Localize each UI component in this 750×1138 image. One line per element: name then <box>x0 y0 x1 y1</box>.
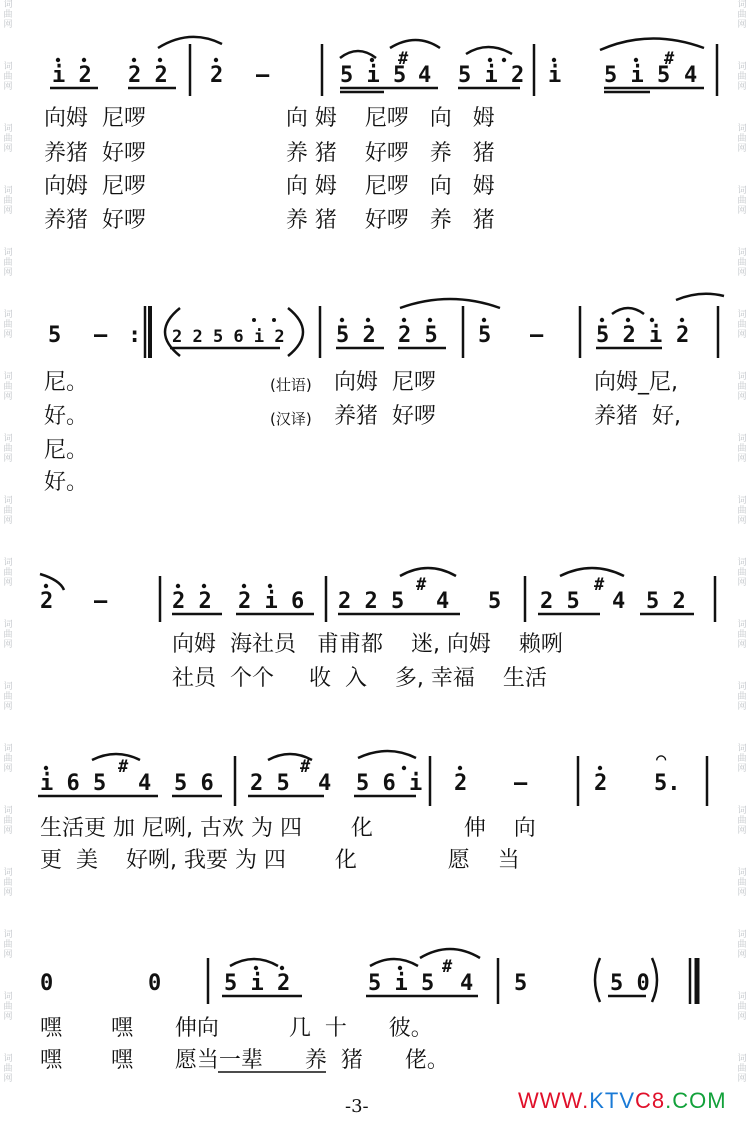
note: 0 <box>40 971 54 996</box>
side-watermark-text: 词 曲 网 <box>3 682 13 712</box>
note: 5 <box>514 971 528 996</box>
lyric-line: 生活更 加 尼咧, 古欢 为 四 化 伸 向 <box>40 816 536 841</box>
note: 5 i 2 <box>458 63 525 88</box>
note: 5 0 <box>610 971 650 996</box>
octave-dot <box>340 318 344 322</box>
octave-dot <box>158 58 162 62</box>
sharp: # <box>398 49 409 69</box>
octave-dot <box>44 584 48 588</box>
sharp: # <box>118 757 129 777</box>
side-watermark-text: 词 曲 网 <box>3 372 13 402</box>
side-watermark-text: 词 曲 网 <box>737 992 747 1022</box>
slur <box>612 308 644 314</box>
octave-dot <box>402 766 406 770</box>
octave-dot <box>370 58 374 62</box>
note: 4 <box>684 63 698 88</box>
note: 5 <box>488 589 502 614</box>
note: i 6 5 <box>40 771 107 796</box>
octave-dot <box>502 58 506 62</box>
lyric-line: 好。 <box>44 470 89 495</box>
slur <box>595 958 600 1002</box>
octave-dot <box>598 766 602 770</box>
lyric-line: 尼。 <box>44 370 89 395</box>
slur <box>92 754 140 760</box>
lyric-line: 养猪 好啰 养 猪 好啰 养 猪 <box>44 141 495 166</box>
lyric-line: 养猪 好啰 <box>334 404 436 429</box>
lyric-line: 向姆 海社员 甫甫都 迷, 向姆 赖咧 <box>172 632 563 657</box>
side-watermark-text: 词 曲 网 <box>737 124 747 154</box>
slur <box>288 308 303 356</box>
note: 2 <box>40 589 54 614</box>
octave-dot <box>272 318 276 322</box>
note: 5 i 5 <box>340 63 407 88</box>
note: i <box>548 63 562 88</box>
side-watermark-text: 词 曲 网 <box>737 372 747 402</box>
note: 5 2 i <box>596 323 663 348</box>
note: 5 6 <box>174 771 214 796</box>
slur <box>600 38 704 50</box>
octave-dot <box>634 58 638 62</box>
octave-dot <box>132 58 136 62</box>
octave-dot <box>398 966 402 970</box>
lyric-line: 向姆 尼啰 向 姆 尼啰 向 姆 <box>44 106 495 131</box>
dash: – <box>514 771 528 796</box>
dash: – <box>530 323 544 348</box>
octave-dot <box>680 318 684 322</box>
slur <box>466 47 512 54</box>
note: 0 <box>148 971 162 996</box>
note: 5 i 2 <box>224 971 291 996</box>
lyric-line: 嘿 嘿 愿当一辈 养 猪 佬。 <box>40 1048 449 1073</box>
note: i 2 <box>52 63 92 88</box>
slur <box>230 959 278 966</box>
octave-dot <box>252 318 256 322</box>
octave-dot <box>402 318 406 322</box>
note: 2 <box>454 771 468 796</box>
side-watermark-text: 词 曲 网 <box>3 186 13 216</box>
note: 2 <box>210 63 224 88</box>
side-watermark-text: 词 曲 网 <box>737 0 747 30</box>
side-watermark-text: 词 曲 网 <box>3 558 13 588</box>
slur <box>652 958 657 1002</box>
note: 2 i 6 <box>238 589 305 614</box>
side-watermark-text: 词 曲 网 <box>737 930 747 960</box>
note: 5. <box>654 771 681 796</box>
side-watermark-text: 词 曲 网 <box>737 248 747 278</box>
sharp: # <box>300 757 311 777</box>
slur <box>358 751 416 758</box>
side-watermark-text: 词 曲 网 <box>3 496 13 526</box>
lyric-line: 好。 <box>44 404 89 429</box>
language-note: (壮语) <box>270 376 312 394</box>
slur <box>400 568 456 576</box>
sharp: # <box>416 575 427 595</box>
lyric-line: 向姆 尼啰 <box>334 370 436 395</box>
note: 2 5 <box>250 771 290 796</box>
note: 5 i 5 <box>368 971 435 996</box>
sharp: # <box>442 957 453 977</box>
side-watermark-text: 词 曲 网 <box>3 744 13 774</box>
side-watermark-text: 词 曲 网 <box>737 62 747 92</box>
sharp: # <box>664 49 675 69</box>
language-note: (汉译) <box>270 410 312 428</box>
lyric-line: 养猪 好啰 养 猪 好啰 养 猪 <box>44 208 495 233</box>
octave-dot <box>56 58 60 62</box>
side-watermark-text: 词 曲 网 <box>737 806 747 836</box>
octave-dot <box>280 966 284 970</box>
note: 4 <box>318 771 332 796</box>
note: 2 2 5 <box>338 589 405 614</box>
note: 2 5 <box>398 323 438 348</box>
slur <box>560 568 624 576</box>
side-watermark-text: 词 曲 网 <box>737 558 747 588</box>
side-watermark-text: 词 曲 网 <box>737 744 747 774</box>
octave-dot <box>458 766 462 770</box>
dash: – <box>94 589 108 614</box>
side-watermark-text: 词 曲 网 <box>737 868 747 898</box>
side-watermark-text: 词 曲 网 <box>737 434 747 464</box>
side-watermark-text: 词 曲 网 <box>3 248 13 278</box>
octave-dot <box>268 584 272 588</box>
octave-dot <box>366 318 370 322</box>
octave-dot <box>82 58 86 62</box>
octave-dot <box>214 58 218 62</box>
page-number: -3- <box>345 1096 369 1117</box>
note: 2 <box>594 771 608 796</box>
note: 4 <box>418 63 432 88</box>
octave-dot <box>626 318 630 322</box>
octave-dot <box>428 318 432 322</box>
side-watermark-text: 词 曲 网 <box>737 1054 747 1084</box>
side-watermark-text: 词 曲 网 <box>737 620 747 650</box>
lyric-line: 社员 个个 收 入 多, 幸福 生活 <box>172 666 547 691</box>
side-watermark-text: 词 曲 网 <box>3 1054 13 1084</box>
lyric-line: 向姆_尼, <box>594 370 678 395</box>
side-watermark-text: 词 曲 网 <box>737 682 747 712</box>
octave-dot <box>242 584 246 588</box>
slur <box>370 959 418 966</box>
octave-dot <box>176 584 180 588</box>
side-watermark-text: 词 曲 网 <box>3 868 13 898</box>
fermata: ⌒ <box>656 749 667 769</box>
note: 5 <box>478 323 492 348</box>
note: 5 <box>48 323 62 348</box>
slur <box>40 574 64 590</box>
side-watermark-text: 词 曲 网 <box>737 186 747 216</box>
note: 2 2 <box>128 63 168 88</box>
octave-dot <box>488 58 492 62</box>
octave-dot <box>482 318 486 322</box>
note: 5 2 <box>336 323 376 348</box>
lyric-line: 嘿 嘿 伸向 几 十 彼。 <box>40 1016 433 1041</box>
note: 2 2 <box>172 589 212 614</box>
slur <box>390 40 440 48</box>
octave-dot <box>600 318 604 322</box>
repeat-dots: : <box>128 323 142 348</box>
side-watermark-text: 词 曲 网 <box>3 620 13 650</box>
note: 5 i 5 <box>604 63 671 88</box>
lyric-line: 尼。 <box>44 438 89 463</box>
note: 4 <box>138 771 152 796</box>
site-watermark: WWW.KTVC8.COM <box>518 1088 727 1113</box>
side-watermark-text: 词 曲 网 <box>3 0 13 30</box>
note: 2 5 <box>540 589 580 614</box>
lyric-line: 更 美 好咧, 我要 为 四 化 愿 当 <box>40 848 520 873</box>
side-watermark-text: 词 曲 网 <box>737 310 747 340</box>
side-watermark-text: 词 曲 网 <box>3 806 13 836</box>
slur <box>676 294 724 300</box>
side-watermark-text: 词 曲 网 <box>3 992 13 1022</box>
side-watermark-text: 词 曲 网 <box>737 496 747 526</box>
side-watermark-text: 词 曲 网 <box>3 124 13 154</box>
note: 5 2 <box>646 589 686 614</box>
dash: – <box>94 323 108 348</box>
note: 2 2 5 6 i 2 <box>172 327 285 347</box>
sharp: # <box>594 575 605 595</box>
octave-dot <box>202 584 206 588</box>
octave-dot <box>650 318 654 322</box>
lyric-line: 向姆 尼啰 向 姆 尼啰 向 姆 <box>44 174 495 199</box>
dash: – <box>256 63 270 88</box>
note: 2 <box>676 323 690 348</box>
octave-dot <box>552 58 556 62</box>
note: 4 <box>612 589 626 614</box>
octave-dot <box>44 766 48 770</box>
side-watermark-text: 词 曲 网 <box>3 930 13 960</box>
side-watermark-text: 词 曲 网 <box>3 62 13 92</box>
slur <box>400 299 500 308</box>
lyric-line: 养猪 好, <box>594 404 681 429</box>
note: 4 <box>436 589 450 614</box>
side-watermark-text: 词 曲 网 <box>3 310 13 340</box>
note: 5 6 i <box>356 771 423 796</box>
slur <box>340 51 376 58</box>
note: 4 <box>460 971 474 996</box>
octave-dot <box>254 966 258 970</box>
side-watermark-text: 词 曲 网 <box>3 434 13 464</box>
